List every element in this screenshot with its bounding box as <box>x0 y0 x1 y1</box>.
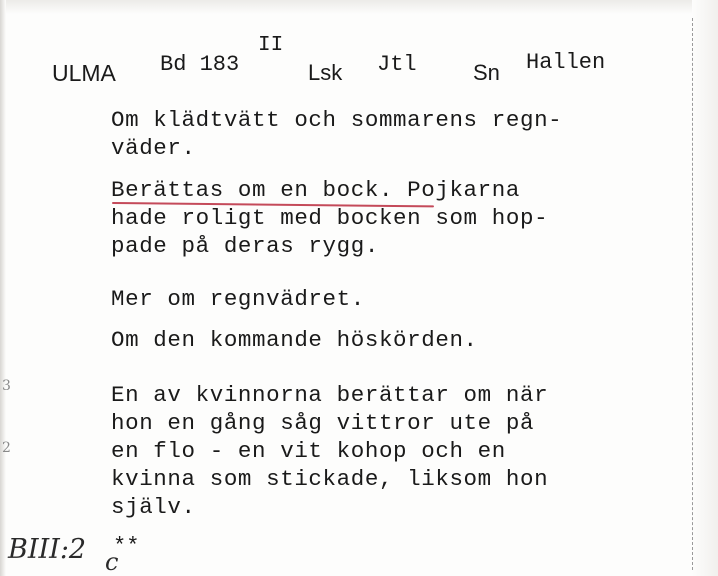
entry-laundry: Om klädtvätt och sommarens regn- väder. <box>111 107 563 161</box>
parish-label: Sn <box>473 60 500 85</box>
card-right-edge <box>692 0 718 576</box>
volume-superscript: II <box>258 34 284 57</box>
margin-mark: 3 <box>2 378 11 394</box>
volume-number: Bd 183 <box>160 52 240 77</box>
card-left-edge <box>0 0 6 576</box>
parish-value: Hallen <box>526 50 606 75</box>
entry-goat: Berättas om en bock. Pojkarna hade roligt med bocken som hop- pade på deras rygg. <box>111 177 549 259</box>
card-top-edge <box>0 0 718 14</box>
entry-vittror: En av kvinnorna berättar om när hon en gång såg vittror ute på en flo - en vit kohop och en kvinna som stickade, liksom hon själv. <box>111 382 549 520</box>
margin-mark: 2 <box>2 440 11 456</box>
card-right-border-line <box>692 18 694 570</box>
handwritten-code: BIII:2 <box>8 534 87 565</box>
province-value: Jtl <box>377 52 417 77</box>
entry-hay-harvest: Om den kommande höskörden. <box>111 327 478 353</box>
handwritten-suffix: c <box>105 548 119 576</box>
archive-code: ULMA <box>52 60 116 86</box>
province-label: Lsk <box>308 60 343 85</box>
entry-rain: Mer om regnvädret. <box>111 286 365 312</box>
stars-mark: ** <box>113 534 140 559</box>
